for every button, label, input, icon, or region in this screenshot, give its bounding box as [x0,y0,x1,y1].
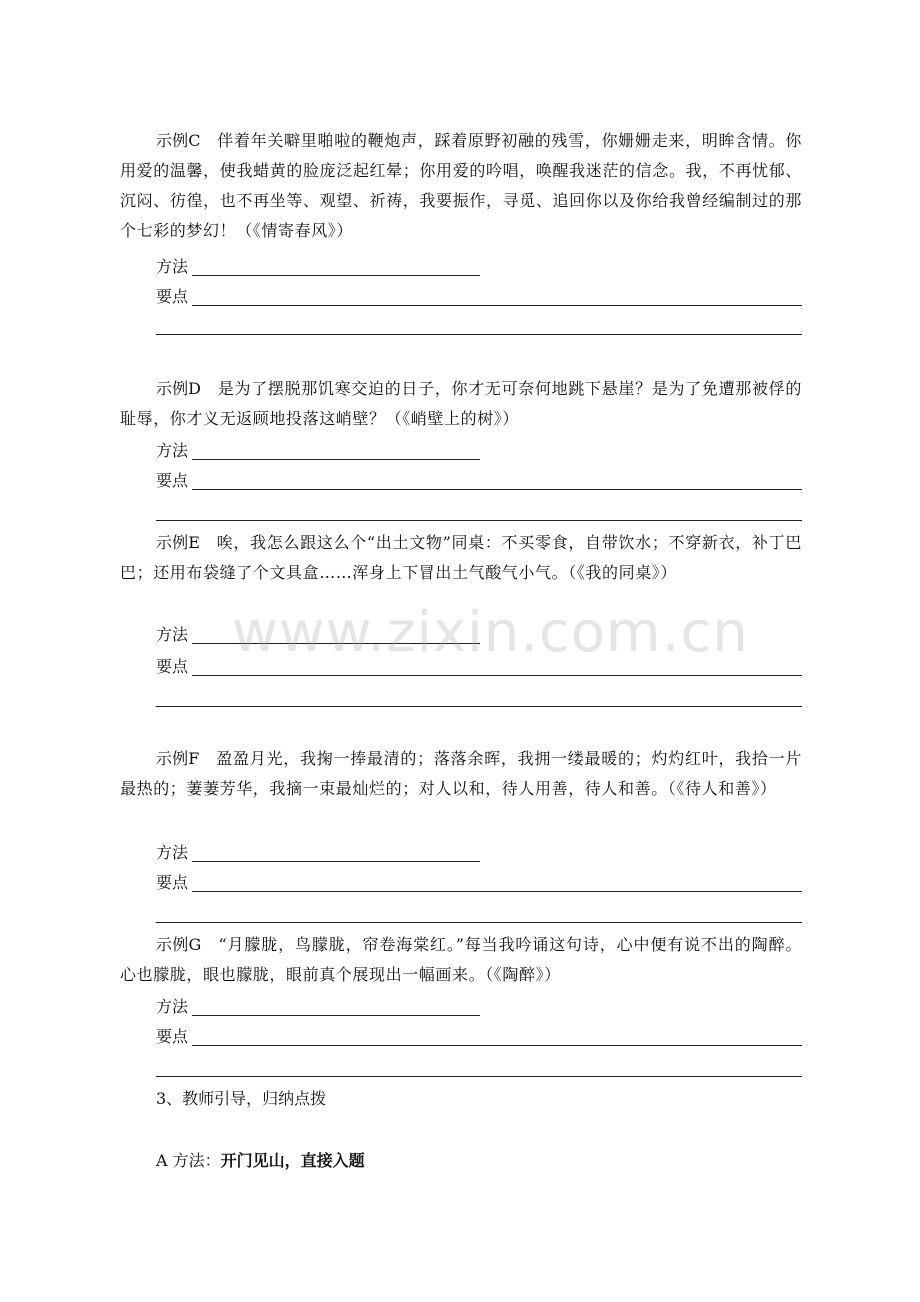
example-c-method-label: 方法 [156,257,189,276]
example-g-paragraph [120,930,802,990]
method-a-title: 开门见山，直接入题 [220,1151,365,1170]
example-f-points-label: 要点 [156,873,189,892]
example-d-method-blank[interactable] [192,459,480,460]
example-c-label: 示例C [156,131,201,150]
example-c-points-blank-2[interactable] [156,334,802,335]
example-d-points-label: 要点 [156,471,189,490]
example-f-label: 示例F [156,749,200,768]
method-a-prefix: A 方法： [156,1151,221,1170]
example-g-text: “月朦胧，鸟朦胧，帘卷海棠红。”每当我吟诵这句诗，心中便有说不出的陶醉。心也朦胧，眼也朦胧，眼前真个展现出一幅画来。（《陶醉》） [120,935,802,984]
example-d-points-blank-2[interactable] [156,520,802,521]
example-g-method-blank[interactable] [192,1015,480,1016]
example-e-points-blank-2[interactable] [156,706,802,707]
example-g-points-blank-2[interactable] [156,1076,802,1077]
method-a-line [156,1146,365,1176]
example-c-points-label: 要点 [156,287,189,306]
example-f-method-blank[interactable] [192,861,480,862]
example-f-text: 盈盈月光，我掬一捧最清的；落落余晖，我拥一缕最暖的；灼灼红叶，我拾一片最热的；萋萋芳华，我摘一束最灿烂的；对人以和，待人用善，待人和善。（《待人和善》） [120,749,802,798]
example-g-points-blank[interactable] [192,1045,802,1046]
example-e-points-label: 要点 [156,657,189,676]
example-f-points-blank[interactable] [192,891,802,892]
section-3-title: 3、教师引导，归纳点拨 [156,1089,327,1108]
example-d-label: 示例D [156,379,202,398]
example-e-label: 示例E [156,533,200,552]
example-e-text: 唉，我怎么跟这么个“出土文物”同桌：不买零食，自带饮水；不穿新衣，补丁巴巴；还用布袋缝了个文具盒……浑身上下冒出土气酸气小气。（《我的同桌》） [120,533,802,582]
example-d-points-blank[interactable] [192,489,802,490]
example-c-points-blank[interactable] [192,305,802,306]
example-e-method-label: 方法 [156,625,189,644]
example-d-text: 是为了摆脱那饥寒交迫的日子，你才无可奈何地跳下悬崖？是为了免遭那被俘的耻辱，你才义无返顾地投落这峭壁？（《峭壁上的树》） [120,379,802,428]
watermark: www.zixin.com.cn [232,600,749,665]
example-g-points-label: 要点 [156,1027,189,1046]
example-c-paragraph [120,126,802,246]
example-c-method-blank[interactable] [192,275,480,276]
example-f-method-label: 方法 [156,843,189,862]
example-e-points-blank[interactable] [192,675,802,676]
example-d-method-label: 方法 [156,441,189,460]
example-e-paragraph [120,528,802,588]
example-g-method-label: 方法 [156,997,189,1016]
example-f-paragraph [120,744,802,804]
example-f-points-blank-2[interactable] [156,922,802,923]
example-d-paragraph [120,374,802,434]
example-g-label: 示例G [156,935,202,954]
example-c-text: 伴着年关噼里啪啦的鞭炮声，踩着原野初融的残雪，你姗姗走来，明眸含情。你用爱的温馨，使我蜡黄的脸庞泛起红晕；你用爱的吟唱，唤醒我迷茫的信念。我，不再忧郁、沉闷、彷徨，也不再坐等、观望、祈祷，我要振作，寻觅、追回你以及你给我曾经编制过的那个七彩的梦幻！（《情寄春风》） [120,131,802,240]
